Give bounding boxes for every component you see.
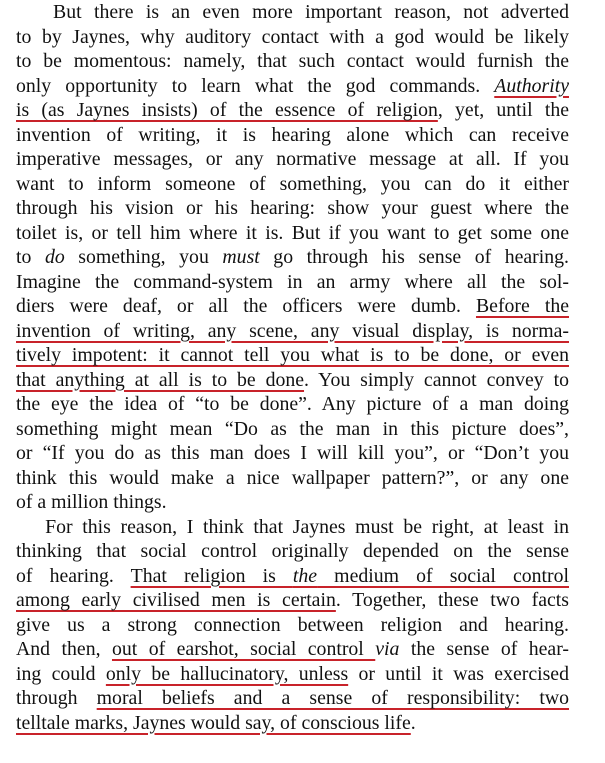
text-line bbox=[16, 564, 569, 589]
text-run: . Together, these two facts bbox=[335, 589, 569, 611]
text-run: or “If you do as this man does I will kill you”, or “Don’t you bbox=[16, 442, 569, 464]
text-line bbox=[16, 637, 569, 662]
underlined-text: that anything at all is to be done bbox=[16, 368, 305, 391]
text-run: the sense of hear- bbox=[399, 638, 569, 660]
text-run: to by Jaynes, why auditory contact with a god would be likely bbox=[16, 25, 569, 48]
text-run: through bbox=[16, 687, 97, 709]
text-line bbox=[16, 319, 569, 344]
text-line bbox=[16, 270, 569, 295]
text-line bbox=[16, 686, 569, 711]
text-run: to be momentous: namely, that such contact would furnish the bbox=[16, 50, 569, 72]
paragraph bbox=[16, 515, 569, 736]
underlined-text: Before the bbox=[475, 295, 569, 317]
text-line bbox=[16, 711, 569, 736]
text-line bbox=[16, 196, 569, 221]
text-line bbox=[16, 0, 569, 25]
text-line bbox=[16, 123, 569, 148]
text-run: . bbox=[410, 711, 416, 734]
underlined-text: among early civilised men is certain bbox=[16, 589, 336, 611]
underlined-text: moral beliefs and a sense of responsibility: two bbox=[96, 687, 569, 709]
underlined-text: medium of social control bbox=[317, 564, 569, 587]
text-run: give us a strong connection between religion and hearing. bbox=[16, 613, 569, 636]
text-run: the eye the idea of “to be done”. Any picture of a man doing bbox=[16, 393, 569, 415]
text-line bbox=[16, 49, 569, 74]
italic-text: via bbox=[375, 638, 400, 660]
text-run: , yet, until the bbox=[437, 99, 569, 121]
text-run: And then, bbox=[16, 638, 112, 660]
underlined-text: is (as Jaynes insists) of the essence of religion bbox=[16, 99, 438, 121]
text-line bbox=[16, 392, 569, 417]
text-line bbox=[16, 417, 569, 442]
text-run: think this would make a nice wallpaper pattern?”, or any one bbox=[16, 466, 569, 489]
text-run: of a million things. bbox=[16, 491, 167, 513]
underlined-text: invention of writing, any scene, any visual display, is norma- bbox=[16, 319, 569, 342]
text-line bbox=[16, 368, 569, 393]
text-line bbox=[16, 515, 569, 540]
text-line bbox=[16, 74, 569, 99]
italic-text: must bbox=[222, 246, 260, 268]
underlined-text: only be hallucinatory, unless bbox=[105, 662, 349, 685]
italic-text: do bbox=[44, 246, 65, 268]
text-run: ing could bbox=[16, 662, 106, 685]
document-page bbox=[16, 0, 569, 763]
text-run: want to inform someone of something, you can do it either bbox=[16, 172, 569, 195]
text-line bbox=[16, 588, 569, 613]
text-line bbox=[16, 490, 569, 515]
text-line bbox=[16, 98, 569, 123]
underlined-text: Authority bbox=[494, 74, 569, 97]
text-run: For this reason, I think that Jaynes must be right, at least in bbox=[16, 515, 569, 538]
text-run: of hearing. bbox=[16, 564, 131, 587]
text-run: toilet is, or tell him where it is. But if you want to get some one bbox=[16, 221, 569, 244]
text-line bbox=[16, 245, 569, 270]
text-line bbox=[16, 221, 569, 246]
text-run: diers were deaf, or all the officers were dumb. bbox=[16, 295, 476, 317]
underlined-text: the bbox=[292, 564, 318, 587]
underlined-text: tively impotent: it cannot tell you what is to be done, or even bbox=[16, 344, 569, 366]
text-line bbox=[16, 172, 569, 197]
text-run: through his vision or his hearing: show your guest where the bbox=[16, 197, 569, 219]
text-run: But there is an even more important reason, not adverted bbox=[16, 1, 569, 23]
text-run: or until it was exercised bbox=[348, 662, 569, 685]
text-line bbox=[16, 441, 569, 466]
paragraph bbox=[16, 0, 569, 515]
text-run: . You simply cannot convey to bbox=[304, 368, 569, 391]
text-run: something, you bbox=[64, 246, 223, 268]
text-run: imperative messages, or any normative message at all. If you bbox=[16, 148, 569, 170]
text-run: go through his sense of hearing. bbox=[259, 246, 569, 268]
underlined-text: out of earshot, social control bbox=[111, 638, 376, 660]
underlined-text: That religion is bbox=[130, 564, 293, 587]
underlined-text: telltale marks, Jaynes would say, of conscious life bbox=[16, 711, 411, 734]
text-run: to bbox=[16, 246, 45, 268]
text-run: invention of writing, it is hearing alone which can receive bbox=[16, 123, 569, 146]
text-line bbox=[16, 466, 569, 491]
text-line bbox=[16, 343, 569, 368]
text-line bbox=[16, 147, 569, 172]
text-line bbox=[16, 662, 569, 687]
text-line bbox=[16, 539, 569, 564]
text-run: Imagine the command-system in an army where all the sol- bbox=[16, 270, 569, 293]
text-line bbox=[16, 25, 569, 50]
text-line bbox=[16, 613, 569, 638]
text-run: something might mean “Do as the man in this picture does”, bbox=[16, 417, 569, 440]
text-run: thinking that social control originally depended on the sense bbox=[16, 540, 569, 562]
text-line bbox=[16, 294, 569, 319]
text-run: only opportunity to learn what the god commands. bbox=[16, 74, 495, 97]
